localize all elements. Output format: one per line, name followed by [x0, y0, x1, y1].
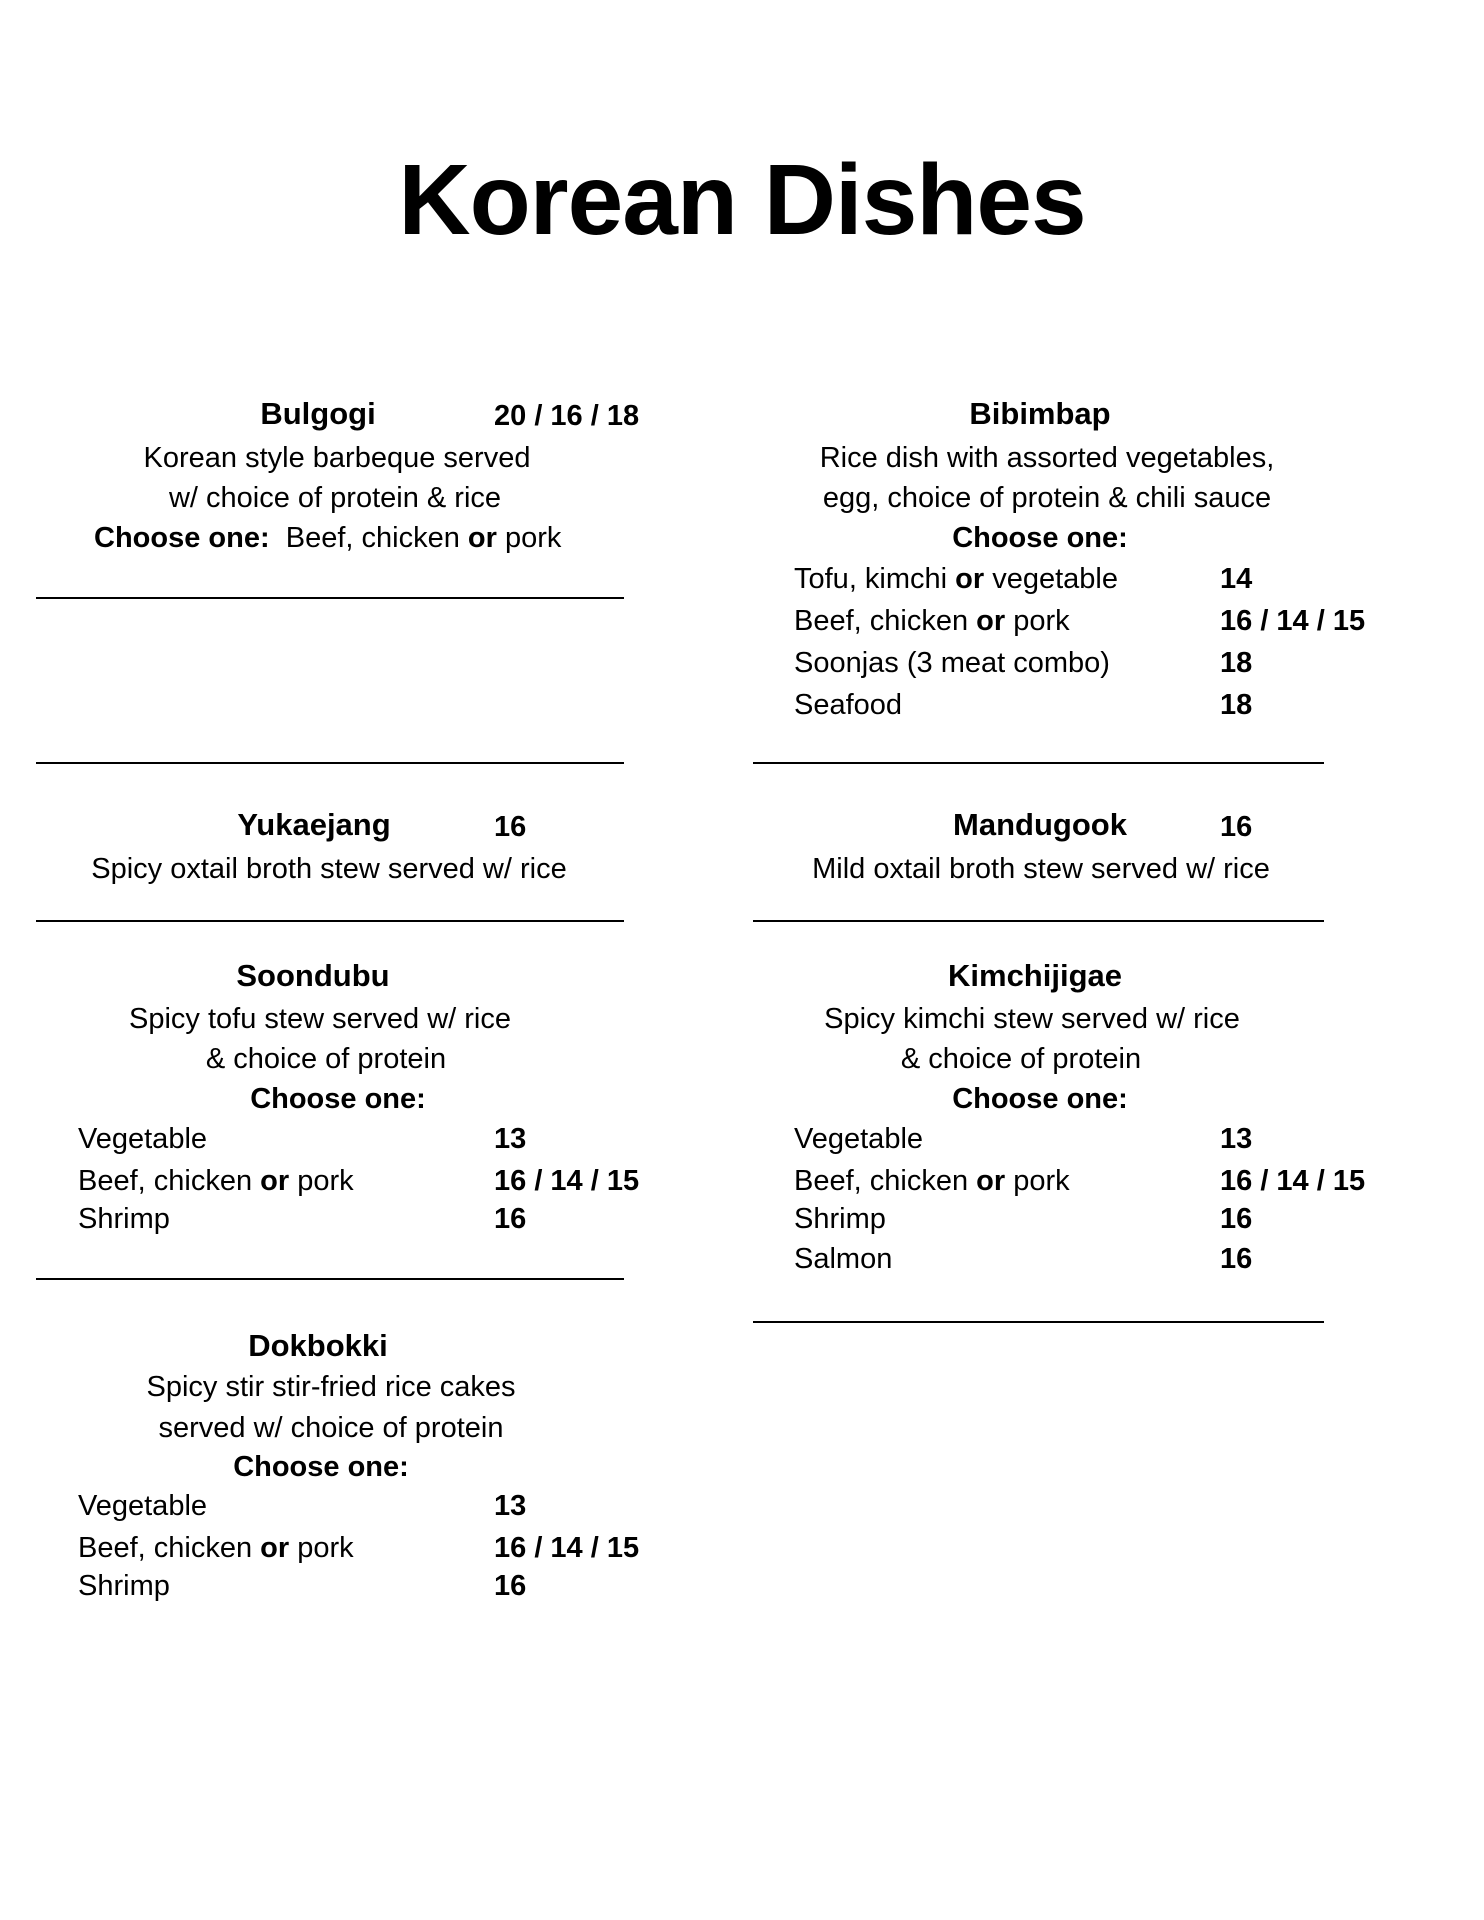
page-title: Korean Dishes [398, 144, 1086, 256]
kimchijigae-option-price: 16 [1220, 1203, 1253, 1235]
bibimbap-choose-label: Choose one: [952, 522, 1128, 554]
dokbokki-desc-line1: Spicy stir stir-fried rice cakes [146, 1371, 516, 1403]
bulgogi-desc-line1: Korean style barbeque served [143, 442, 531, 474]
yukaejang-name: Yukaejang [237, 807, 391, 842]
divider [36, 1278, 624, 1280]
option-label-2: pork [1013, 605, 1070, 637]
bibimbap-desc-line2: egg, choice of protein & chili sauce [822, 482, 1272, 514]
option-label-2: vegetable [992, 563, 1119, 595]
soondubu-name: Soondubu [236, 958, 390, 993]
kimchijigae-option: Vegetable [794, 1123, 924, 1155]
kimchijigae-desc-line1: Spicy kimchi stew served w/ rice [824, 1003, 1240, 1035]
option-label-2: pork [297, 1165, 354, 1197]
option-or: or [260, 1165, 290, 1197]
dokbokki-option-price: 16 / 14 / 15 [494, 1532, 640, 1564]
mandugook-name: Mandugook [953, 807, 1127, 842]
yukaejang-desc: Spicy oxtail broth stew served w/ rice [91, 853, 567, 885]
option-or: or [955, 563, 985, 595]
bulgogi-choose-line [94, 520, 561, 556]
dokbokki-desc-line2: served w/ choice of protein [158, 1412, 504, 1444]
bulgogi-name: Bulgogi [260, 396, 376, 431]
bulgogi-choose-a: Beef, chicken [285, 522, 460, 554]
option-or: or [976, 1165, 1006, 1197]
bibimbap-option-price: 18 [1220, 689, 1253, 721]
dokbokki-choose-label: Choose one: [233, 1451, 409, 1483]
kimchijigae-option-price: 13 [1220, 1123, 1253, 1155]
soondubu-option-price: 16 [494, 1203, 527, 1235]
divider [36, 597, 624, 599]
bulgogi-choose-or: or [467, 522, 497, 554]
bibimbap-option: Seafood [794, 689, 903, 721]
divider [36, 762, 624, 764]
kimchijigae-name: Kimchijigae [948, 958, 1122, 993]
dokbokki-option-price: 16 [494, 1570, 527, 1602]
dokbokki-option: Shrimp [78, 1570, 170, 1602]
bibimbap-option: Soonjas (3 meat combo) [794, 647, 1110, 679]
dokbokki-name: Dokbokki [248, 1328, 388, 1363]
soondubu-desc-line1: Spicy tofu stew served w/ rice [129, 1003, 511, 1035]
soondubu-option [78, 1163, 354, 1199]
bibimbap-option-price: 14 [1220, 563, 1253, 595]
soondubu-desc-line2: & choice of protein [205, 1043, 447, 1075]
soondubu-option-price: 16 / 14 / 15 [494, 1165, 640, 1197]
kimchijigae-option-price: 16 / 14 / 15 [1220, 1165, 1366, 1197]
mandugook-price: 16 [1220, 811, 1253, 843]
option-label: Beef, chicken [794, 605, 969, 637]
bibimbap-option [794, 603, 1070, 639]
bibimbap-desc-line1: Rice dish with assorted vegetables, [819, 442, 1275, 474]
divider [753, 1321, 1324, 1323]
dokbokki-option: Vegetable [78, 1490, 208, 1522]
bibimbap-option-price: 16 / 14 / 15 [1220, 605, 1366, 637]
kimchijigae-option: Shrimp [794, 1203, 886, 1235]
soondubu-option: Shrimp [78, 1203, 170, 1235]
kimchijigae-choose-label: Choose one: [952, 1083, 1128, 1115]
option-label-2: pork [297, 1532, 354, 1564]
bulgogi-choose-b: pork [504, 522, 562, 554]
bibimbap-option-price: 18 [1220, 647, 1253, 679]
option-label-2: pork [1013, 1165, 1070, 1197]
option-or: or [260, 1532, 290, 1564]
soondubu-option-price: 13 [494, 1123, 527, 1155]
bulgogi-price: 20 / 16 / 18 [494, 400, 640, 432]
kimchijigae-desc-line2: & choice of protein [900, 1043, 1142, 1075]
kimchijigae-option: Salmon [794, 1243, 893, 1275]
yukaejang-price: 16 [494, 811, 527, 843]
soondubu-option: Vegetable [78, 1123, 208, 1155]
divider [36, 920, 624, 922]
divider [753, 762, 1324, 764]
option-or: or [976, 605, 1006, 637]
option-label: Beef, chicken [78, 1532, 253, 1564]
option-label: Beef, chicken [78, 1165, 253, 1197]
mandugook-desc: Mild oxtail broth stew served w/ rice [812, 853, 1270, 885]
soondubu-choose-label: Choose one: [250, 1083, 426, 1115]
option-label: Tofu, kimchi [794, 563, 948, 595]
option-label: Beef, chicken [794, 1165, 969, 1197]
kimchijigae-option-price: 16 [1220, 1243, 1253, 1275]
dokbokki-option-price: 13 [494, 1490, 527, 1522]
bulgogi-choose-label: Choose one: [94, 522, 270, 554]
bulgogi-desc-line2: w/ choice of protein & rice [168, 482, 502, 514]
dokbokki-option [78, 1530, 354, 1566]
kimchijigae-option [794, 1163, 1070, 1199]
bibimbap-option [794, 561, 1118, 597]
divider [753, 920, 1324, 922]
bibimbap-name: Bibimbap [969, 396, 1111, 431]
